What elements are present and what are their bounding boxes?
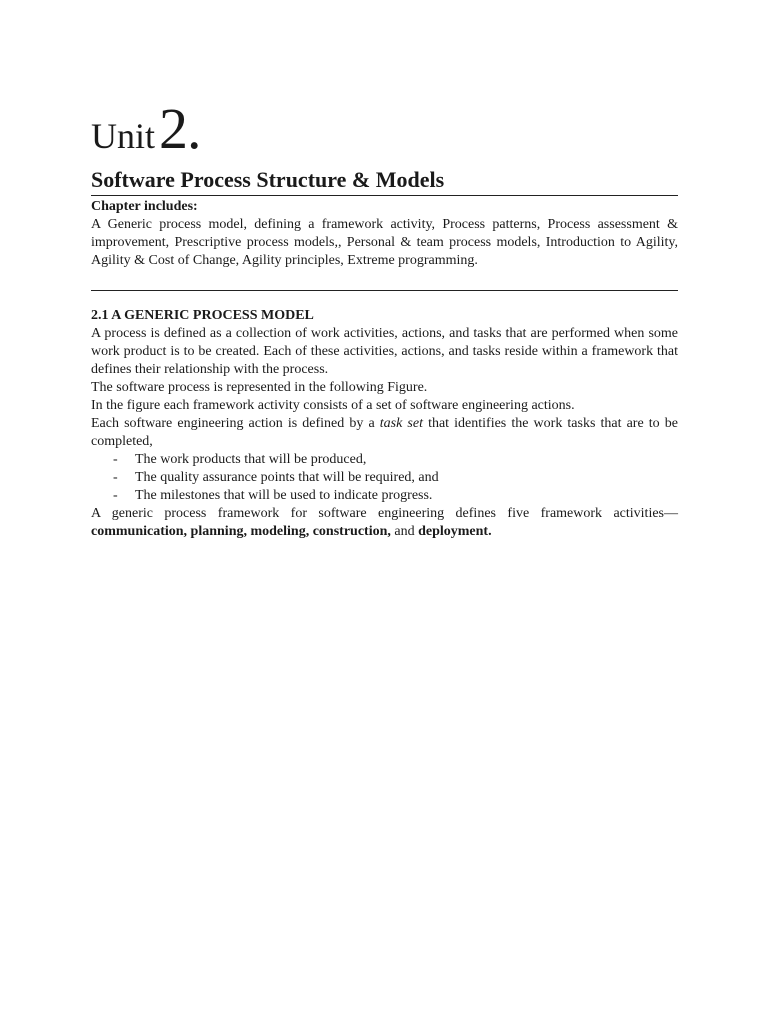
chapter-title: Software Process Structure & Models <box>91 166 678 196</box>
paragraph-framework-activities <box>91 505 678 541</box>
paragraph-task-set <box>91 415 678 451</box>
list-dash: - <box>113 488 118 503</box>
document-page <box>91 96 678 541</box>
list-item-text: The quality assurance points that will be required, and <box>135 470 439 485</box>
task-set-list <box>91 451 678 505</box>
list-item <box>91 487 678 505</box>
section-heading: 2.1 A GENERIC PROCESS MODEL <box>91 308 314 323</box>
framework-activities-list: communication, planning, modeling, construction, <box>91 524 391 539</box>
framework-and: and <box>390 524 419 539</box>
list-dash: - <box>113 452 118 467</box>
unit-number: 2. <box>159 96 201 161</box>
task-set-text-after: that identifies the work tasks that are to be completed, <box>91 416 678 449</box>
list-item-text: The work products that will be produced, <box>135 452 367 467</box>
paragraph-figure-reference: The software process is represented in the following Figure. <box>91 380 428 395</box>
framework-text: A generic process framework for software engineering defines five framework activities— <box>91 506 678 521</box>
chapter-includes-label: Chapter includes: <box>91 199 198 214</box>
list-item <box>91 469 678 487</box>
chapter-includes-text: A Generic process model, defining a framework activity, Process patterns, Process assessment & improvement, Prescriptive process models,, Personal & team process models, Introduction to Agility, Agility & Cost of Change, Agility principles, Extreme programming. <box>91 216 678 291</box>
list-item-text: The milestones that will be used to indicate progress. <box>135 488 433 503</box>
framework-last-activity: deployment. <box>418 524 492 539</box>
unit-heading <box>91 96 678 161</box>
list-dash: - <box>113 470 118 485</box>
paragraph-framework-activity: In the figure each framework activity consists of a set of software engineering actions. <box>91 398 575 413</box>
task-set-text-before: Each software engineering action is defined by a <box>91 416 380 431</box>
unit-word: Unit <box>91 116 156 156</box>
paragraph-process-definition: A process is defined as a collection of work activities, actions, and tasks that are performed when some work product is to be created. Each of these activities, actions, and tasks reside within a framework that defines their relationship with the process. <box>91 326 678 377</box>
task-set-emphasis: task set <box>379 416 423 431</box>
list-item <box>91 451 678 469</box>
